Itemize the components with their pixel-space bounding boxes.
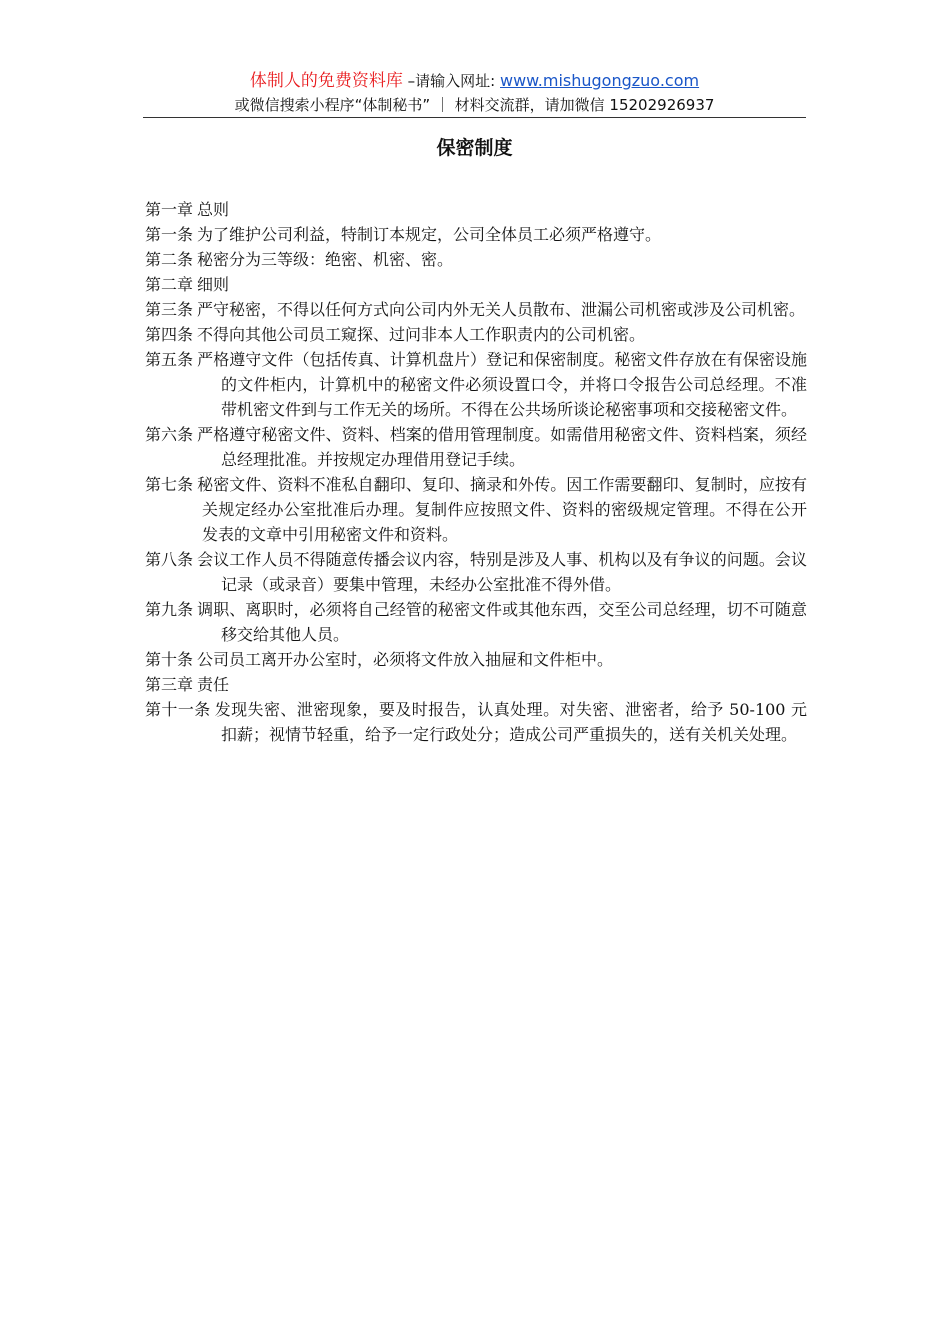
article-label: 第七条: [145, 475, 194, 494]
chapter-heading: [145, 272, 807, 297]
article-label: 第十一条: [145, 700, 211, 719]
article-text: 严守秘密，不得以任何方式向公司内外无关人员散布、泄漏公司机密或涉及公司机密。: [197, 300, 806, 319]
article-label: 第五条: [145, 350, 194, 369]
article-label: 第三条: [145, 300, 194, 319]
article-paragraph: [145, 247, 807, 272]
article-text: 为了维护公司利益，特制订本规定，公司全体员工必须严格遵守。: [197, 225, 662, 244]
article-paragraph: [145, 647, 807, 672]
header-subline: 或微信搜索小程序“体制秘书” ｜ 材料交流群，请加微信 15202926937: [234, 96, 715, 114]
article-text: 公司员工离开办公室时，必须将文件放入抽屉和文件柜中。: [197, 650, 614, 669]
article-paragraph: [145, 472, 807, 547]
chapter-heading: [145, 197, 807, 222]
chapter-heading: [145, 672, 807, 697]
article-label: 第四条: [145, 325, 194, 344]
article-paragraph: [145, 547, 807, 597]
article-label: 第一条: [145, 225, 194, 244]
chapter-text: 总则: [197, 200, 230, 219]
chapter-label: 第二章: [145, 275, 194, 294]
article-text: 不得向其他公司员工窥探、过问非本人工作职责内的公司机密。: [197, 325, 646, 344]
header-prompt: –请输入网址:: [402, 72, 500, 90]
document-body: [145, 197, 807, 747]
article-label: 第十条: [145, 650, 194, 669]
article-text: 秘密文件、资料不准私自翻印、复印、摘录和外传。因工作需要翻印、复制时，应按有关规定经办公室批准后办理。复制件应按照文件、资料的密级规定管理。不得在公开发表的文章中引用秘密文件和资料。: [197, 475, 807, 544]
article-label: 第六条: [145, 425, 194, 444]
article-paragraph: [145, 222, 807, 247]
header-url-link[interactable]: www.mishugongzuo.com: [500, 71, 700, 90]
chapter-text: 细则: [197, 275, 230, 294]
article-paragraph: [145, 297, 807, 322]
article-paragraph: [145, 347, 807, 422]
page-header: [143, 68, 806, 116]
article-text: 会议工作人员不得随意传播会议内容，特别是涉及人事、机构以及有争议的问题。会议记录（或录音）要集中管理，未经办公室批准不得外借。: [197, 550, 807, 594]
article-text: 发现失密、泄密现象，要及时报告，认真处理。对失密、泄密者，给予 50-100 元扣薪；视情节轻重，给予一定行政处分；造成公司严重损失的，送有关机关处理。: [214, 700, 807, 744]
article-paragraph: [145, 322, 807, 347]
header-banner: [143, 68, 806, 94]
header-brand: 体制人的免费资料库: [249, 71, 403, 91]
header-divider: [143, 117, 806, 118]
chapter-label: 第三章: [145, 675, 194, 694]
article-paragraph: [145, 597, 807, 647]
article-label: 第二条: [145, 250, 194, 269]
article-label: 第九条: [145, 600, 194, 619]
chapter-text: 责任: [197, 675, 230, 694]
chapter-label: 第一章: [145, 200, 194, 219]
article-label: 第八条: [145, 550, 194, 569]
article-paragraph: [145, 697, 807, 747]
article-text: 调职、离职时，必须将自己经管的秘密文件或其他东西，交至公司总经理，切不可随意移交给其他人员。: [197, 600, 807, 644]
document-title: 保密制度: [436, 137, 513, 159]
article-paragraph: [145, 422, 807, 472]
article-text: 严格遵守秘密文件、资料、档案的借用管理制度。如需借用秘密文件、资料档案，须经总经理批准。并按规定办理借用登记手续。: [197, 425, 807, 469]
article-text: 严格遵守文件（包括传真、计算机盘片）登记和保密制度。秘密文件存放在有保密设施的文件柜内，计算机中的秘密文件必须设置口令，并将口令报告公司总经理。不准带机密文件到与工作无关的场所。不得在公共场所谈论秘密事项和交接秘密文件。: [197, 350, 807, 419]
article-text: 秘密分为三等级：绝密、机密、密。: [197, 250, 454, 269]
